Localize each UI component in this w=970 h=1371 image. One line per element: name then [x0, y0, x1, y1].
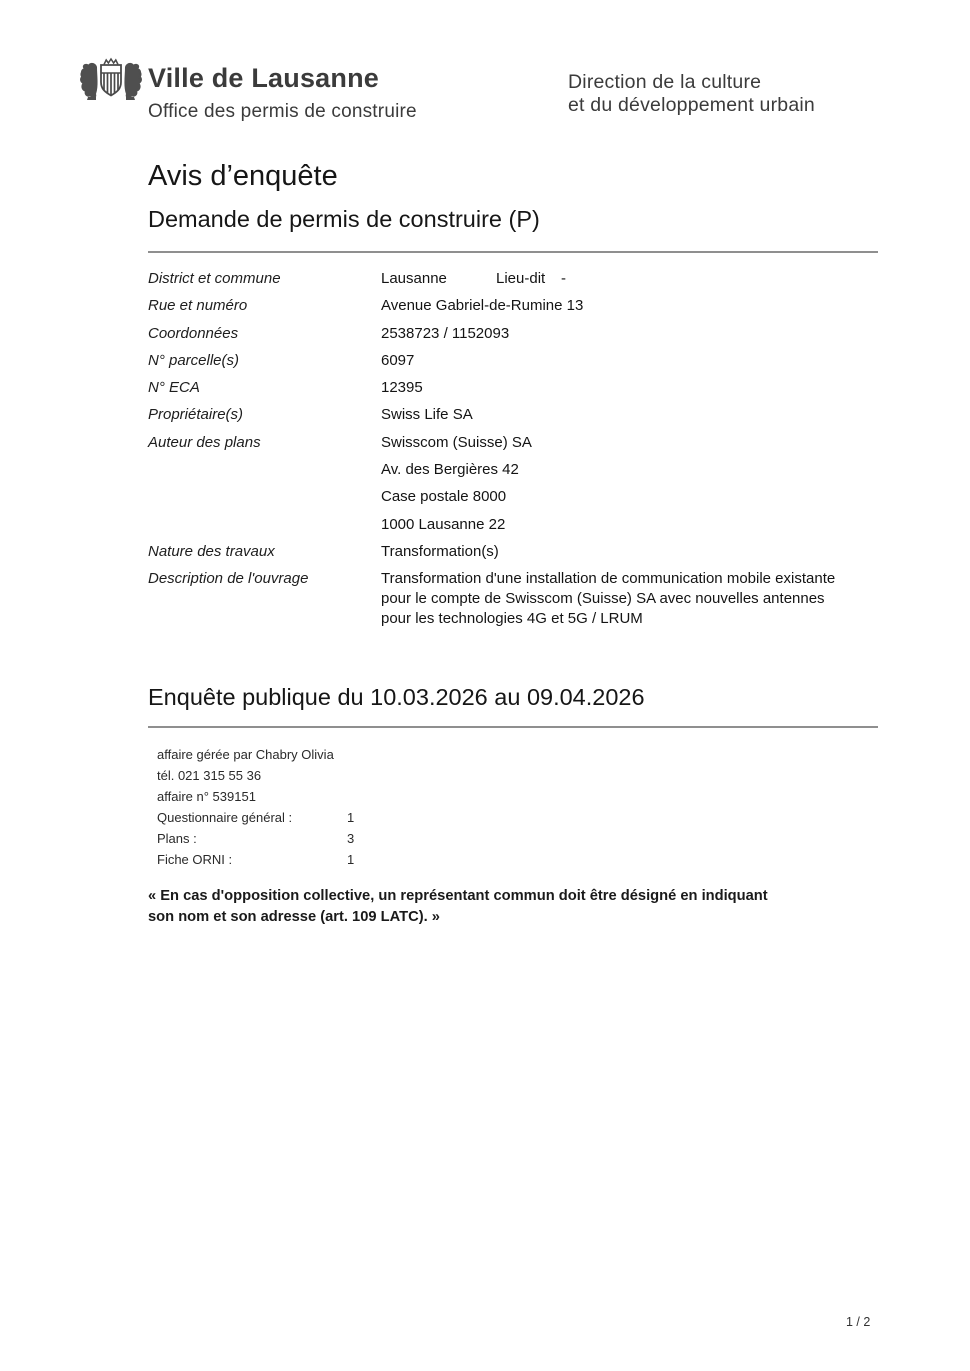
details-table	[148, 269, 878, 637]
page-indicator: 1 / 2	[846, 1315, 871, 1329]
lieu-dit-label: Lieu-dit	[496, 270, 546, 287]
direction-name	[568, 71, 815, 116]
enquete-heading: Enquête publique du 10.03.2026 au 09.04.2026	[148, 684, 645, 710]
table-row	[148, 351, 878, 371]
lausanne-coat-of-arms-icon	[79, 57, 143, 103]
count-label: Plans :	[157, 831, 197, 846]
opposition-notice	[148, 886, 858, 927]
row-label: Nature des travaux	[148, 542, 275, 560]
row-value: Av. des Bergières 42	[381, 461, 519, 479]
table-row-continuation	[148, 460, 878, 480]
row-value	[381, 569, 878, 629]
divider	[148, 251, 878, 253]
count-value: 1	[347, 810, 355, 825]
case-phone: tél. 021 315 55 36	[157, 768, 262, 783]
row-label: N° ECA	[148, 379, 200, 397]
row-value: 6097	[381, 351, 415, 369]
table-row	[148, 569, 878, 629]
row-label: Description de l'ouvrage	[148, 570, 309, 588]
case-info-block	[157, 744, 354, 870]
row-value	[381, 269, 878, 289]
case-managed-by: affaire gérée par Chabry Olivia	[157, 747, 334, 762]
table-row	[148, 405, 878, 425]
row-value: Avenue Gabriel-de-Rumine 13	[381, 297, 584, 315]
description-line: Transformation d'une installation de communication mobile existante	[381, 570, 836, 588]
table-row	[148, 433, 878, 453]
office-name: Office des permis de construire	[148, 101, 417, 122]
row-value: 12395	[381, 379, 423, 397]
count-value: 1	[347, 852, 355, 867]
row-value: Transformation(s)	[381, 542, 499, 560]
notice-line: son nom et son adresse (art. 109 LATC). »	[148, 908, 440, 925]
table-row	[148, 296, 878, 316]
case-number: affaire n° 539151	[157, 789, 256, 804]
row-label: Rue et numéro	[148, 297, 248, 315]
page-title: Avis d’enquête	[148, 160, 338, 192]
row-label: Coordonnées	[148, 324, 239, 342]
table-row-continuation	[148, 515, 878, 535]
lieu-dit-value: -	[561, 270, 566, 287]
count-row	[157, 828, 354, 849]
row-label: N° parcelle(s)	[148, 351, 240, 369]
direction-line-2: et du développement urbain	[568, 93, 815, 116]
page-subtitle: Demande de permis de construire (P)	[148, 206, 540, 232]
city-name: Ville de Lausanne	[148, 63, 379, 93]
notice-line: « En cas d'opposition collective, un représentant commun doit être désigné en indiquant	[148, 888, 768, 904]
table-row	[148, 269, 878, 289]
table-row	[148, 324, 878, 344]
row-value: Swisscom (Suisse) SA	[381, 433, 532, 451]
count-label: Questionnaire général :	[157, 810, 293, 825]
divider	[148, 726, 878, 728]
description-line: pour les technologies 4G et 5G / LRUM	[381, 610, 643, 628]
table-row-continuation	[148, 487, 878, 507]
row-value: 2538723 / 1152093	[381, 324, 510, 342]
table-row	[148, 542, 878, 562]
row-value: 1000 Lausanne 22	[381, 515, 506, 533]
row-value: Case postale 8000	[381, 488, 507, 506]
count-row	[157, 807, 354, 828]
direction-line-1: Direction de la culture	[568, 71, 762, 93]
description-line: pour le compte de Swisscom (Suisse) SA avec nouvelles antennes	[381, 590, 825, 608]
row-value: Swiss Life SA	[381, 406, 473, 424]
row-label: District et commune	[148, 270, 281, 287]
count-row	[157, 849, 354, 870]
row-label: Propriétaire(s)	[148, 406, 244, 424]
row-label: Auteur des plans	[148, 433, 261, 451]
district-value: Lausanne	[381, 270, 447, 287]
count-label: Fiche ORNI :	[157, 852, 233, 867]
count-value: 3	[347, 831, 355, 846]
table-row	[148, 378, 878, 398]
